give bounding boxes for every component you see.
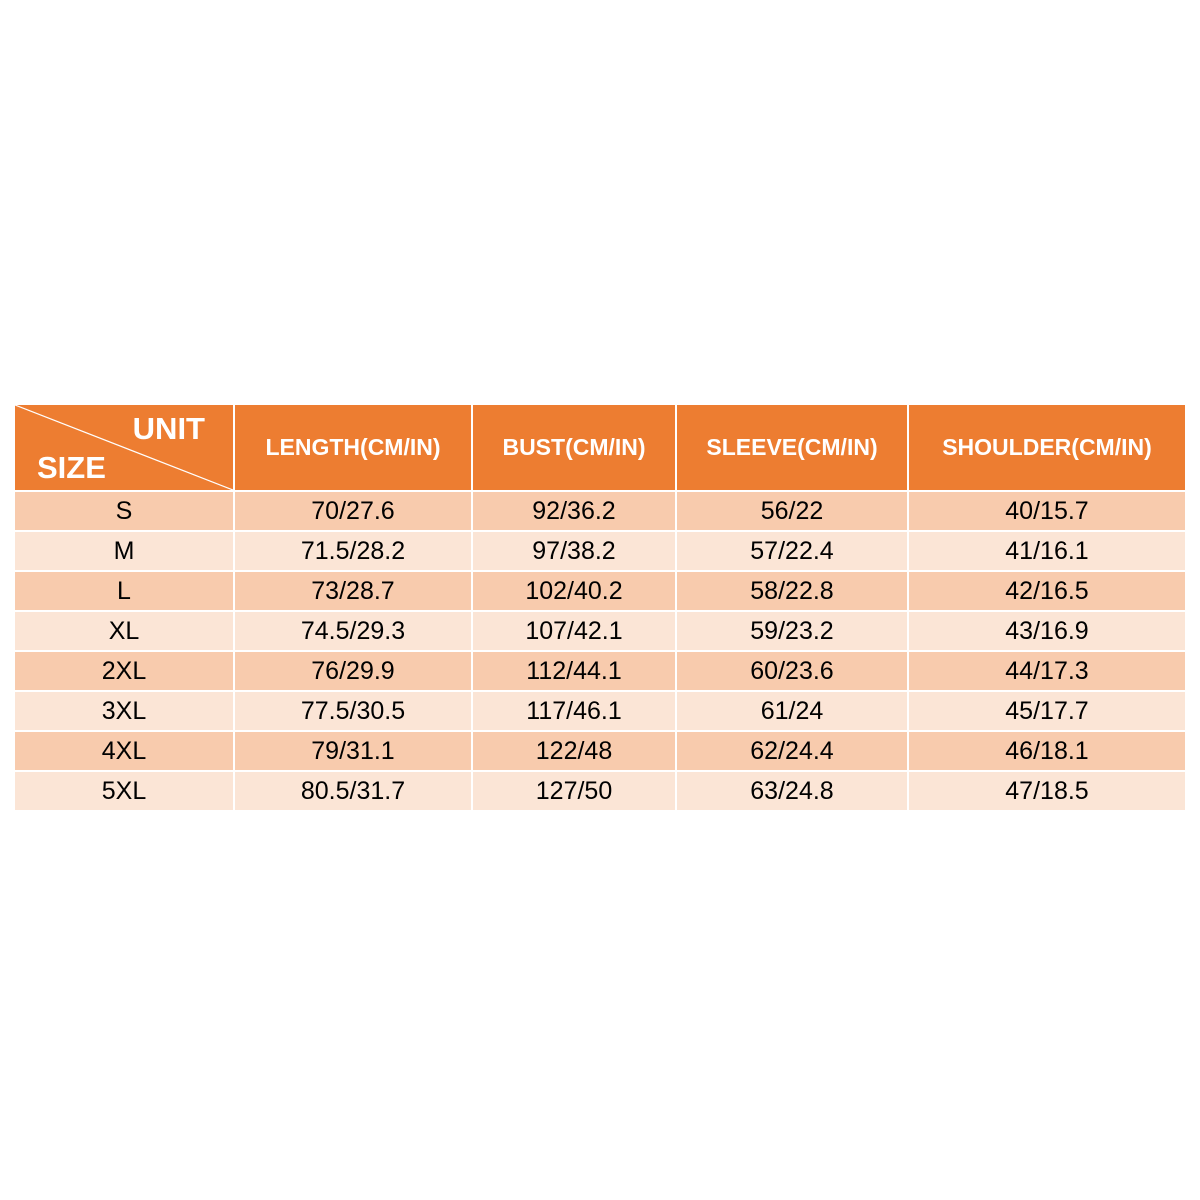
header-shoulder: SHOULDER(CM/IN) bbox=[908, 405, 1185, 491]
size-cell: L bbox=[15, 571, 234, 611]
length-cell: 76/29.9 bbox=[234, 651, 472, 691]
size-cell: 3XL bbox=[15, 691, 234, 731]
corner-unit-label: UNIT bbox=[132, 411, 205, 446]
length-cell: 73/28.7 bbox=[234, 571, 472, 611]
size-cell: 5XL bbox=[15, 771, 234, 810]
bust-cell: 107/42.1 bbox=[472, 611, 676, 651]
header-sleeve: SLEEVE(CM/IN) bbox=[676, 405, 908, 491]
corner-size-label: SIZE bbox=[37, 450, 106, 485]
bust-cell: 102/40.2 bbox=[472, 571, 676, 611]
length-cell: 77.5/30.5 bbox=[234, 691, 472, 731]
size-cell: 2XL bbox=[15, 651, 234, 691]
length-cell: 79/31.1 bbox=[234, 731, 472, 771]
size-cell: M bbox=[15, 531, 234, 571]
table-row bbox=[15, 731, 1185, 771]
sleeve-cell: 56/22 bbox=[676, 491, 908, 531]
length-cell: 80.5/31.7 bbox=[234, 771, 472, 810]
sleeve-cell: 61/24 bbox=[676, 691, 908, 731]
sleeve-cell: 60/23.6 bbox=[676, 651, 908, 691]
header-bust: BUST(CM/IN) bbox=[472, 405, 676, 491]
sleeve-cell: 57/22.4 bbox=[676, 531, 908, 571]
shoulder-cell: 44/17.3 bbox=[908, 651, 1185, 691]
size-cell: XL bbox=[15, 611, 234, 651]
size-chart-table bbox=[15, 405, 1185, 810]
shoulder-cell: 43/16.9 bbox=[908, 611, 1185, 651]
bust-cell: 117/46.1 bbox=[472, 691, 676, 731]
header-length: LENGTH(CM/IN) bbox=[234, 405, 472, 491]
table-row bbox=[15, 531, 1185, 571]
shoulder-cell: 41/16.1 bbox=[908, 531, 1185, 571]
bust-cell: 97/38.2 bbox=[472, 531, 676, 571]
sleeve-cell: 59/23.2 bbox=[676, 611, 908, 651]
bust-cell: 92/36.2 bbox=[472, 491, 676, 531]
shoulder-cell: 40/15.7 bbox=[908, 491, 1185, 531]
table-row bbox=[15, 611, 1185, 651]
table-row bbox=[15, 491, 1185, 531]
bust-cell: 127/50 bbox=[472, 771, 676, 810]
header-row bbox=[15, 405, 1185, 491]
shoulder-cell: 45/17.7 bbox=[908, 691, 1185, 731]
table-row bbox=[15, 771, 1185, 810]
table-row bbox=[15, 691, 1185, 731]
bust-cell: 122/48 bbox=[472, 731, 676, 771]
size-cell: S bbox=[15, 491, 234, 531]
sleeve-cell: 62/24.4 bbox=[676, 731, 908, 771]
length-cell: 70/27.6 bbox=[234, 491, 472, 531]
length-cell: 71.5/28.2 bbox=[234, 531, 472, 571]
corner-header-cell bbox=[15, 405, 234, 491]
size-cell: 4XL bbox=[15, 731, 234, 771]
table-row bbox=[15, 651, 1185, 691]
shoulder-cell: 46/18.1 bbox=[908, 731, 1185, 771]
shoulder-cell: 42/16.5 bbox=[908, 571, 1185, 611]
length-cell: 74.5/29.3 bbox=[234, 611, 472, 651]
shoulder-cell: 47/18.5 bbox=[908, 771, 1185, 810]
sleeve-cell: 58/22.8 bbox=[676, 571, 908, 611]
table-row bbox=[15, 571, 1185, 611]
bust-cell: 112/44.1 bbox=[472, 651, 676, 691]
sleeve-cell: 63/24.8 bbox=[676, 771, 908, 810]
